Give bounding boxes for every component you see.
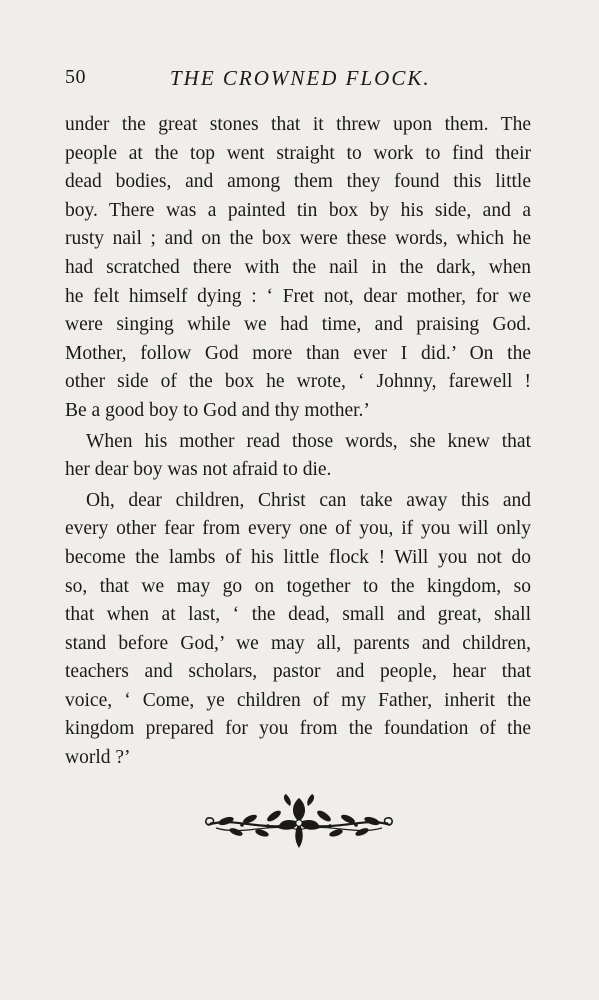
text-line: When his mother read those words, she knew that bbox=[86, 430, 531, 452]
text-line: people at the top went straight to work to find their bbox=[65, 142, 531, 164]
text-line: her dear boy was not afraid to die. bbox=[65, 459, 332, 481]
text-line: world ?’ bbox=[65, 747, 131, 769]
text-line: had scratched there with the nail in the dark, when bbox=[65, 256, 531, 278]
text-line: boy. There was a painted tin box by his side, and a bbox=[65, 199, 531, 221]
text-line: kingdom prepared for you from the foundation of the bbox=[65, 718, 531, 740]
text-line: voice, ‘ Come, ye children of my Father, inherit the bbox=[65, 689, 531, 711]
page-number: 50 bbox=[65, 66, 86, 88]
paragraph-1 bbox=[65, 111, 531, 426]
text-line: every other fear from every one of you, if you will only bbox=[65, 518, 531, 540]
text-line: under the great stones that it threw upon them. The bbox=[65, 114, 531, 135]
page-body bbox=[65, 111, 531, 773]
text-line: that when at last, ‘ the dead, small and great, shall bbox=[65, 604, 531, 626]
text-line: so, that we may go on together to the kingdom, so bbox=[65, 575, 531, 597]
text-line: Oh, dear children, Christ can take away this and bbox=[86, 489, 531, 511]
ornament-svg bbox=[202, 792, 396, 852]
text-line: he felt himself dying : ‘ Fret not, dear mother, for we bbox=[65, 285, 531, 307]
text-line: other side of the box he wrote, ‘ Johnny, farewell ! bbox=[65, 371, 531, 393]
text-line: were singing while we had time, and praising God. bbox=[65, 314, 531, 336]
text-line: rusty nail ; and on the box were these words, which he bbox=[65, 228, 531, 250]
text-line: Be a good boy to God and thy mother.’ bbox=[65, 399, 370, 421]
text-line: become the lambs of his little flock ! Will you not do bbox=[65, 546, 531, 568]
page-header bbox=[65, 62, 535, 96]
floral-vine-ornament-icon bbox=[202, 792, 396, 852]
paragraph-2 bbox=[65, 428, 531, 485]
text-line: Mother, follow God more than ever I did.’ On the bbox=[65, 342, 531, 364]
running-title: THE CROWNED FLOCK. bbox=[170, 66, 431, 90]
text-line: dead bodies, and among them they found this little bbox=[65, 171, 531, 193]
text-line: stand before God,’ we may all, parents and children, bbox=[65, 632, 531, 654]
paragraph-3 bbox=[65, 487, 531, 773]
text-line: teachers and scholars, pastor and people, hear that bbox=[65, 661, 531, 683]
